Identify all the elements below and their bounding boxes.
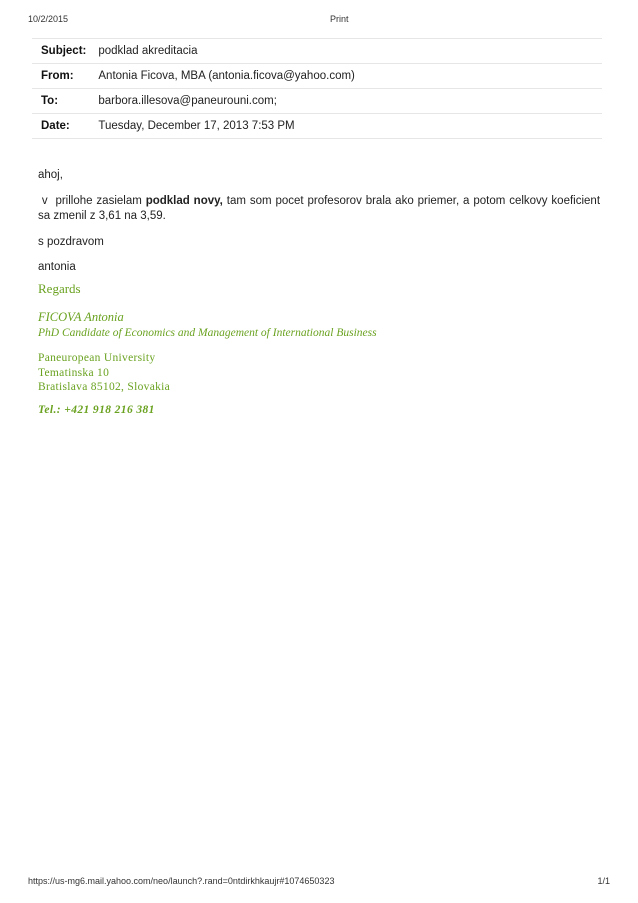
to-label: To: [32,89,92,114]
signature-title: PhD Candidate of Economics and Management of International Business [38,327,377,339]
subject-value: podklad akreditacia [92,39,602,64]
print-date: 10/2/2015 [28,14,69,24]
body-closing: s pozdravom [38,236,104,248]
address-line: Paneuropean University [38,352,156,364]
header-row-date [32,114,602,139]
subject-label: Subject: [32,39,92,64]
body-greeting: ahoj, [38,169,63,181]
header-row-subject [32,39,602,64]
print-title: Print [330,14,349,24]
header-row-to [32,89,602,114]
header-row-from [32,64,602,89]
from-label: From: [32,64,92,89]
email-body [38,168,600,283]
signature-name: FICOVA Antonia [38,310,124,324]
print-url: https://us-mg6.mail.yahoo.com/neo/launch?.rand=0ntdirkhkaujr#1074650323 [28,876,335,886]
body-main-suffix: tam som pocet profesorov brala ako priemer, a potom celkovy koeficient sa zmenil z 3,61 na 3,59. [38,195,601,222]
body-main-bold: podklad novy, [145,195,223,207]
print-header [28,14,610,28]
to-value: barbora.illesova@paneurouni.com; [92,89,602,114]
address-line: Tematinska 10 [38,366,110,379]
address-line: Bratislava 85102, Slovakia [38,381,171,393]
date-value: Tuesday, December 17, 2013 7:53 PM [92,114,602,139]
body-main-paragraph [38,194,600,224]
signature-address [38,351,598,395]
signature-regards: Regards [38,281,81,296]
body-sender-name: antonia [38,261,76,273]
from-value: Antonia Ficova, MBA (antonia.ficova@yahoo.com) [92,64,602,89]
date-label: Date: [32,114,92,139]
email-signature [38,281,598,416]
signature-phone: Tel.: +421 918 216 381 [38,403,155,416]
body-main-prefix: v prillohe zasielam [38,195,146,207]
email-headers-table [32,38,602,139]
print-page-count: 1/1 [597,876,610,886]
